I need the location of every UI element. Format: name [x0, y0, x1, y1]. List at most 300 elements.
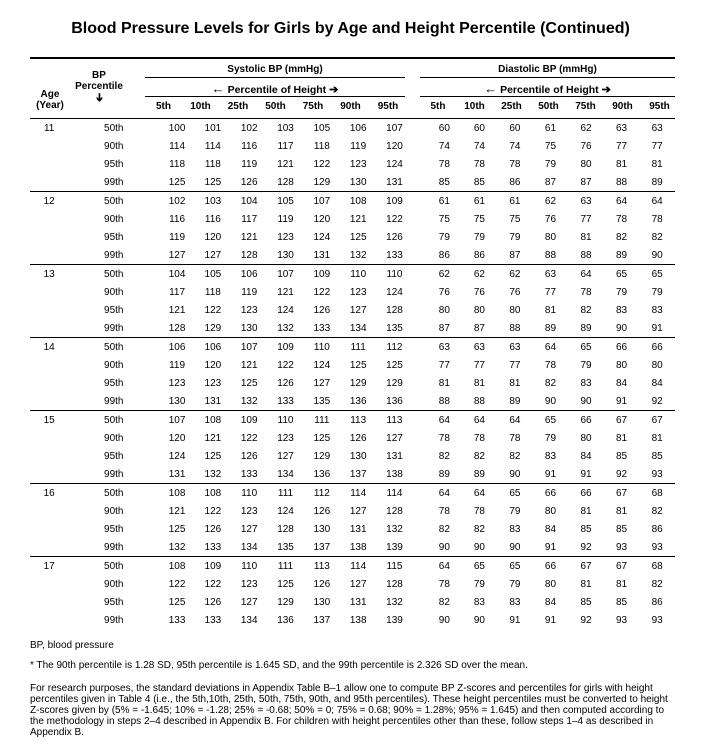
diastolic-value: 79	[473, 231, 485, 243]
diastolic-col-10th: 10th	[464, 101, 485, 112]
bp-percentile-cell: 95th	[104, 158, 124, 170]
diastolic-value: 81	[615, 505, 628, 517]
diastolic-value: 87	[438, 322, 450, 334]
systolic-value: 114	[340, 557, 376, 576]
systolic-value: 126	[240, 450, 258, 462]
systolic-col-5th: 5th	[156, 101, 171, 112]
systolic-value: 138	[386, 468, 403, 480]
column-gap	[413, 465, 427, 484]
diastolic-value: 61	[427, 192, 462, 211]
bp-percentile-line1: BP	[92, 70, 106, 81]
diastolic-value: 63	[568, 192, 604, 211]
diastolic-value: 80	[473, 304, 485, 316]
diastolic-value: 92	[580, 614, 592, 626]
diastolic-value: 85	[651, 450, 663, 462]
diastolic-value: 90	[438, 541, 450, 553]
footnote: * The 90th percentile is 1.28 SD, 95th percentile is 1.645 SD, and the 99th percentile is 2.326 SD over the mean.	[30, 660, 528, 671]
age-cell: 16	[30, 484, 68, 503]
diastolic-value: 83	[509, 596, 521, 608]
diastolic-value: 68	[639, 484, 675, 503]
systolic-value: 125	[168, 523, 186, 535]
diastolic-value: 91	[615, 395, 628, 407]
systolic-value: 109	[231, 411, 268, 430]
column-gap	[413, 593, 427, 611]
systolic-value: 104	[159, 265, 195, 284]
column-gap	[413, 137, 427, 155]
systolic-value: 128	[277, 176, 294, 188]
column-gap	[413, 411, 427, 430]
diastolic-value: 65	[533, 411, 569, 430]
systolic-value: 121	[277, 158, 294, 170]
diastolic-value: 67	[568, 557, 604, 576]
systolic-value: 118	[204, 286, 221, 298]
diastolic-value: 75	[473, 213, 485, 225]
table-row	[30, 611, 675, 629]
systolic-value: 138	[349, 614, 367, 626]
systolic-value: 131	[349, 596, 367, 608]
diastolic-value: 78	[544, 359, 557, 371]
systolic-value: 121	[168, 505, 186, 517]
systolic-value: 130	[349, 176, 367, 188]
table-row	[30, 520, 675, 538]
diastolic-value: 66	[533, 557, 569, 576]
bp-percentile-cell: 90th	[104, 505, 124, 517]
diastolic-value: 74	[509, 140, 521, 152]
diastolic-value: 78	[438, 432, 450, 444]
diastolic-value: 65	[497, 557, 533, 576]
systolic-value: 139	[386, 614, 403, 626]
diastolic-value: 79	[509, 578, 521, 590]
systolic-value: 118	[313, 140, 330, 152]
systolic-value: 135	[386, 322, 403, 334]
age-cell	[30, 155, 68, 173]
systolic-value: 135	[313, 395, 331, 407]
diastolic-value: 64	[568, 265, 604, 284]
systolic-value: 132	[168, 541, 186, 553]
diastolic-value: 63	[427, 338, 462, 357]
systolic-value: 131	[386, 450, 403, 462]
height-percentile-label: Percentile of Height	[500, 84, 599, 96]
diastolic-value: 89	[509, 395, 521, 407]
age-header-line2: (Year)	[36, 100, 64, 111]
diastolic-value: 91	[544, 614, 557, 626]
systolic-value: 122	[240, 432, 258, 444]
diastolic-value: 60	[427, 119, 462, 138]
diastolic-value: 79	[544, 432, 557, 444]
systolic-value: 121	[277, 286, 294, 298]
table-row	[30, 429, 675, 447]
age-cell	[30, 593, 68, 611]
systolic-value: 128	[277, 523, 294, 535]
down-arrow-icon: ➔	[93, 92, 106, 103]
column-gap	[413, 228, 427, 246]
systolic-value: 123	[277, 432, 294, 444]
diastolic-value: 82	[651, 578, 663, 590]
bp-percentile-cell: 50th	[68, 119, 159, 138]
diastolic-value: 78	[509, 158, 521, 170]
bp-percentile-cell: 50th	[68, 484, 159, 503]
table-top-rule	[30, 57, 675, 59]
research-note: For research purposes, the standard deviations in Appendix Table B–1 allow one to compute BP Z-scores and percentiles for girls with height percentiles given in Table 4 (i.e., the 5th,10th, 25th, 50th, 75th, 90th, and 95th percentiles). These height percentiles must be converted to height Z-scores given by (5% = -1.645; 10% = -1.28; 25% = -0.68; 50% = 0; 75% = 0.68; 90% = 1.28%; 95% = 1.645) and then computed according to the methodology in steps 2–4 described in Appendix B. For children with height percentiles other than these, follow steps 1–4 as described in Appendix B.	[30, 683, 668, 738]
systolic-value: 133	[313, 322, 331, 334]
diastolic-value: 90	[651, 249, 663, 261]
age-cell	[30, 374, 68, 392]
diastolic-value: 65	[568, 338, 604, 357]
systolic-value: 103	[195, 192, 231, 211]
age-cell: 15	[30, 411, 68, 430]
systolic-value: 128	[168, 322, 186, 334]
column-gap	[413, 338, 427, 357]
table-row	[30, 301, 675, 319]
bp-percentile-cell: 95th	[104, 596, 124, 608]
column-gap	[413, 301, 427, 319]
age-cell	[30, 173, 68, 192]
diastolic-value: 83	[580, 377, 592, 389]
diastolic-value: 84	[544, 523, 557, 535]
systolic-value: 116	[204, 213, 221, 225]
systolic-value: 113	[303, 557, 340, 576]
systolic-value: 124	[168, 450, 186, 462]
diastolic-value: 90	[473, 614, 485, 626]
right-arrow-icon: ➔	[329, 84, 339, 96]
systolic-col-75th: 75th	[302, 101, 324, 112]
diastolic-value: 60	[462, 119, 498, 138]
table-row	[30, 484, 675, 503]
diastolic-value: 81	[651, 432, 663, 444]
diastolic-value: 78	[473, 505, 485, 517]
diastolic-col-95th: 95th	[649, 101, 670, 112]
diastolic-value: 80	[544, 505, 557, 517]
column-gap	[413, 502, 427, 520]
systolic-value: 114	[169, 140, 186, 152]
systolic-value: 111	[268, 484, 304, 503]
diastolic-value: 91	[509, 614, 521, 626]
table-row	[30, 192, 675, 211]
systolic-value: 125	[313, 432, 331, 444]
table-row	[30, 557, 675, 576]
diastolic-value: 75	[544, 140, 557, 152]
diastolic-value: 64	[427, 484, 462, 503]
systolic-value: 113	[376, 411, 413, 430]
column-gap	[413, 611, 427, 629]
column-gap	[413, 392, 427, 411]
diastolic-value: 86	[473, 249, 485, 261]
diastolic-value: 74	[438, 140, 450, 152]
systolic-value: 123	[349, 158, 367, 170]
systolic-value: 127	[386, 432, 403, 444]
column-gap	[413, 210, 427, 228]
diastolic-value: 78	[438, 505, 450, 517]
age-cell	[30, 392, 68, 411]
diastolic-value: 91	[544, 541, 557, 553]
diastolic-value: 85	[580, 596, 592, 608]
diastolic-value: 89	[438, 468, 450, 480]
systolic-value: 110	[376, 265, 413, 284]
diastolic-value: 93	[651, 614, 663, 626]
age-cell	[30, 575, 68, 593]
diastolic-value: 85	[615, 596, 628, 608]
diastolic-value: 88	[615, 176, 628, 188]
systolic-value: 128	[240, 249, 258, 261]
age-cell	[30, 429, 68, 447]
diastolic-value: 87	[580, 176, 592, 188]
diastolic-value: 88	[509, 322, 521, 334]
systolic-value: 123	[349, 286, 367, 298]
systolic-value: 132	[386, 523, 403, 535]
bp-percentile-line2: Percentile	[75, 81, 123, 92]
diastolic-value: 65	[639, 265, 675, 284]
systolic-value: 129	[349, 377, 367, 389]
diastolic-value: 84	[580, 450, 592, 462]
systolic-value: 108	[340, 192, 376, 211]
systolic-value: 127	[349, 505, 367, 517]
systolic-value: 108	[195, 411, 231, 430]
systolic-value: 107	[231, 338, 268, 357]
bp-table	[30, 118, 675, 629]
systolic-value: 126	[204, 596, 222, 608]
age-cell	[30, 137, 68, 155]
systolic-value: 136	[277, 614, 294, 626]
diastolic-value: 68	[639, 557, 675, 576]
bp-percentile-cell: 90th	[104, 213, 124, 225]
diastolic-value: 81	[473, 377, 485, 389]
systolic-col-10th: 10th	[190, 101, 211, 112]
diastolic-value: 66	[604, 338, 640, 357]
systolic-value: 122	[277, 359, 294, 371]
systolic-value: 127	[240, 523, 258, 535]
systolic-value: 132	[277, 322, 294, 334]
systolic-value: 105	[303, 119, 340, 138]
systolic-value: 107	[303, 192, 340, 211]
table-row	[30, 137, 675, 155]
systolic-value: 108	[159, 557, 195, 576]
diastolic-value: 92	[651, 395, 663, 407]
systolic-value: 105	[195, 265, 231, 284]
age-cell	[30, 502, 68, 520]
age-cell	[30, 520, 68, 538]
systolic-value: 106	[195, 338, 231, 357]
bp-percentile-cell: 90th	[104, 432, 124, 444]
systolic-value: 111	[303, 411, 340, 430]
systolic-value: 132	[386, 596, 403, 608]
systolic-col-95th: 95th	[377, 101, 399, 112]
systolic-col-90th: 90th	[340, 101, 361, 112]
systolic-value: 131	[349, 523, 367, 535]
diastolic-value: 66	[568, 411, 604, 430]
systolic-value: 135	[277, 541, 294, 553]
bp-percentile-cell: 99th	[104, 468, 124, 480]
systolic-value: 125	[204, 176, 222, 188]
systolic-value: 109	[376, 192, 413, 211]
table-row	[30, 447, 675, 465]
diastolic-value: 91	[544, 468, 557, 480]
column-gap	[413, 447, 427, 465]
systolic-value: 118	[204, 158, 221, 170]
systolic-value: 127	[240, 596, 258, 608]
column-gap	[413, 520, 427, 538]
diastolic-value: 77	[438, 359, 450, 371]
diastolic-value: 67	[604, 484, 640, 503]
table-row	[30, 411, 675, 430]
systolic-value: 103	[268, 119, 304, 138]
systolic-value: 102	[159, 192, 195, 211]
diastolic-value: 61	[533, 119, 569, 138]
systolic-value: 105	[268, 192, 304, 211]
systolic-value: 125	[349, 359, 367, 371]
age-cell	[30, 283, 68, 301]
table-row	[30, 246, 675, 265]
systolic-value: 126	[204, 523, 222, 535]
diastolic-value: 75	[509, 213, 521, 225]
diastolic-value: 82	[473, 523, 485, 535]
table-row	[30, 338, 675, 357]
systolic-value: 117	[277, 140, 294, 152]
diastolic-value: 63	[533, 265, 569, 284]
diastolic-rule-2	[420, 96, 675, 97]
table-row	[30, 319, 675, 338]
bp-percentile-cell: 95th	[104, 523, 124, 535]
diastolic-value: 92	[580, 541, 592, 553]
diastolic-value: 62	[497, 265, 533, 284]
diastolic-value: 80	[580, 432, 592, 444]
height-percentile-label: Percentile of Height	[227, 84, 327, 96]
age-cell	[30, 228, 68, 246]
diastolic-value: 67	[639, 411, 675, 430]
diastolic-value: 63	[639, 119, 675, 138]
systolic-value: 119	[350, 140, 367, 152]
diastolic-value: 67	[604, 411, 640, 430]
systolic-value: 110	[231, 557, 268, 576]
column-gap	[413, 484, 427, 503]
diastolic-value: 83	[473, 596, 485, 608]
systolic-value: 120	[168, 432, 186, 444]
diastolic-value: 93	[651, 468, 663, 480]
systolic-value: 133	[168, 614, 186, 626]
systolic-value: 111	[268, 557, 304, 576]
diastolic-value: 64	[427, 411, 462, 430]
diastolic-value: 76	[473, 286, 485, 298]
systolic-value: 129	[277, 596, 294, 608]
systolic-value: 122	[313, 286, 331, 298]
diastolic-value: 82	[580, 304, 592, 316]
diastolic-value: 79	[509, 505, 521, 517]
systolic-value: 136	[313, 468, 331, 480]
age-header-line1: Age	[40, 89, 60, 100]
diastolic-value: 76	[509, 286, 521, 298]
systolic-value: 119	[169, 231, 186, 243]
diastolic-value: 82	[438, 523, 450, 535]
bp-percentile-cell: 90th	[104, 359, 124, 371]
systolic-value: 137	[349, 468, 367, 480]
diastolic-value: 63	[604, 119, 640, 138]
diastolic-value: 66	[533, 484, 569, 503]
systolic-value: 129	[386, 377, 403, 389]
column-gap	[413, 356, 427, 374]
diastolic-value: 64	[639, 192, 675, 211]
diastolic-value: 90	[473, 541, 485, 553]
diastolic-value: 64	[604, 192, 640, 211]
diastolic-value: 79	[615, 286, 628, 298]
diastolic-value: 80	[544, 578, 557, 590]
diastolic-value: 79	[580, 359, 592, 371]
systolic-value: 115	[376, 557, 413, 576]
diastolic-value: 90	[438, 614, 450, 626]
systolic-value: 130	[168, 395, 186, 407]
diastolic-value: 79	[544, 158, 557, 170]
systolic-value: 117	[169, 286, 186, 298]
column-gap	[413, 192, 427, 211]
diastolic-value: 64	[497, 411, 533, 430]
systolic-value: 129	[313, 450, 331, 462]
systolic-col-50th: 50th	[265, 101, 286, 112]
systolic-value: 114	[204, 140, 221, 152]
left-arrow-icon: ←	[211, 81, 225, 96]
diastolic-value: 83	[509, 523, 521, 535]
systolic-value: 132	[349, 249, 367, 261]
systolic-value: 124	[313, 359, 331, 371]
age-cell	[30, 356, 68, 374]
systolic-value: 102	[231, 119, 268, 138]
systolic-value: 106	[231, 265, 268, 284]
systolic-value: 110	[231, 484, 268, 503]
diastolic-value: 77	[615, 140, 628, 152]
systolic-value: 121	[349, 213, 367, 225]
diastolic-value: 79	[509, 231, 521, 243]
diastolic-value: 64	[462, 411, 498, 430]
systolic-rule	[145, 77, 405, 78]
diastolic-value: 85	[615, 450, 628, 462]
column-gap	[413, 265, 427, 284]
diastolic-value: 92	[615, 468, 628, 480]
diastolic-value: 78	[580, 286, 592, 298]
age-cell	[30, 246, 68, 265]
systolic-value: 130	[240, 322, 258, 334]
diastolic-value: 81	[580, 505, 592, 517]
systolic-value: 137	[313, 614, 331, 626]
table-row	[30, 392, 675, 411]
diastolic-value: 90	[509, 468, 521, 480]
systolic-value: 107	[376, 119, 413, 138]
diastolic-value: 89	[544, 322, 557, 334]
diastolic-value: 81	[651, 158, 663, 170]
systolic-value: 122	[204, 505, 222, 517]
systolic-value: 134	[277, 468, 294, 480]
diastolic-value: 88	[473, 395, 485, 407]
age-cell	[30, 538, 68, 557]
diastolic-value: 82	[473, 450, 485, 462]
column-gap	[413, 173, 427, 192]
diastolic-value: 89	[580, 322, 592, 334]
systolic-value: 123	[240, 505, 258, 517]
table-row	[30, 538, 675, 557]
systolic-value: 128	[386, 304, 403, 316]
diastolic-value: 65	[497, 484, 533, 503]
diastolic-value: 81	[580, 578, 592, 590]
systolic-value: 126	[240, 176, 258, 188]
diastolic-value: 90	[580, 395, 592, 407]
systolic-value: 123	[204, 377, 222, 389]
systolic-value: 120	[204, 231, 222, 243]
diastolic-value: 62	[427, 265, 462, 284]
systolic-value: 114	[340, 484, 376, 503]
systolic-value: 125	[240, 377, 258, 389]
systolic-value: 119	[277, 213, 294, 225]
diastolic-value: 64	[533, 338, 569, 357]
diastolic-value: 79	[438, 231, 450, 243]
diastolic-col-75th: 75th	[575, 101, 596, 112]
column-gap	[413, 557, 427, 576]
systolic-value: 121	[240, 359, 258, 371]
